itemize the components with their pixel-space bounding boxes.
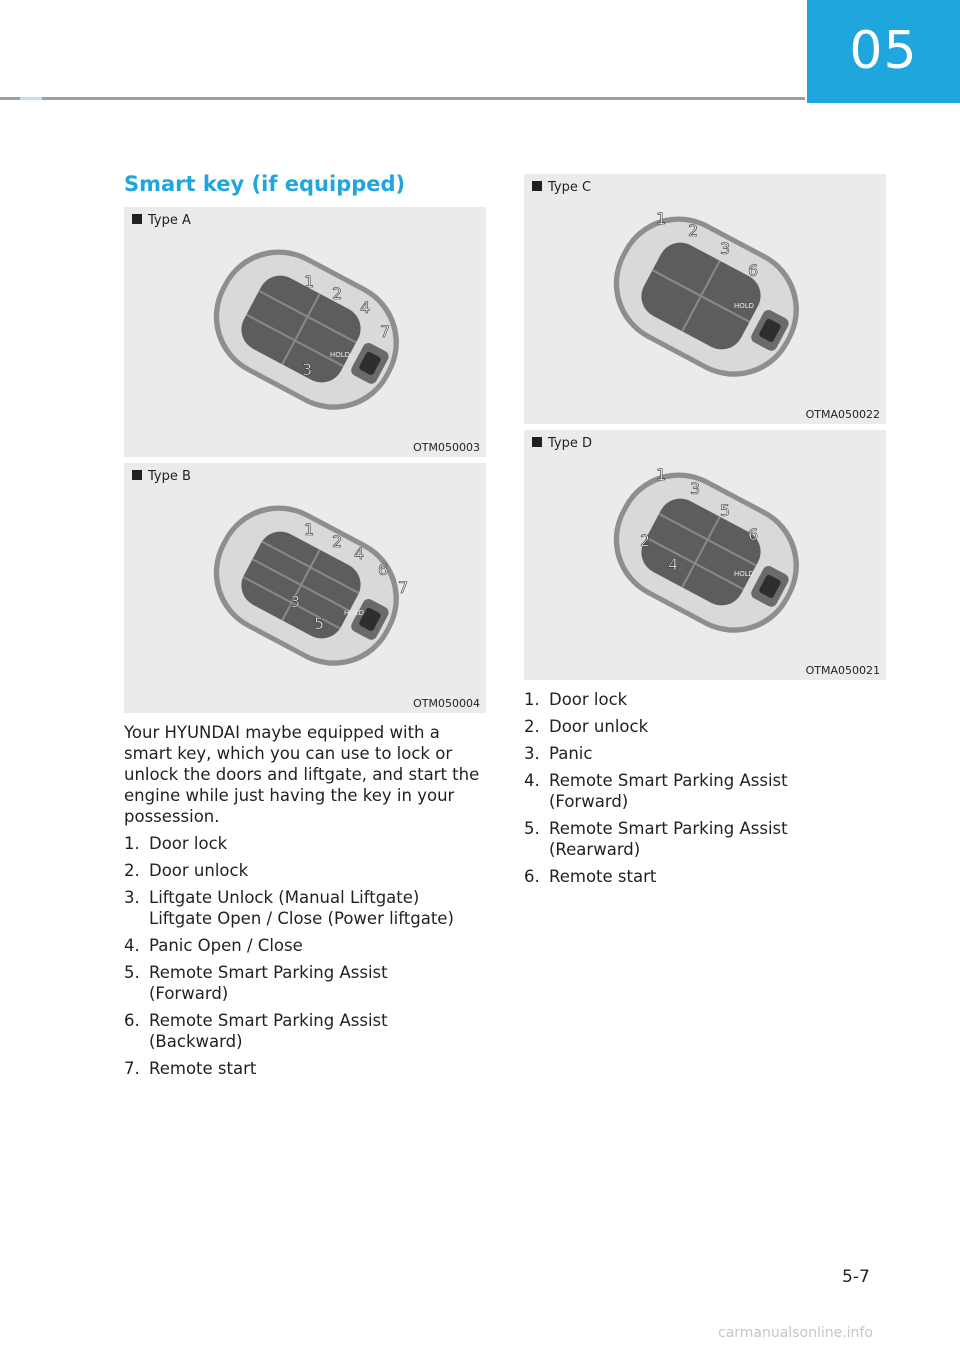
key-callout: 3 [690,479,701,498]
list-item: 3. Liftgate Unlock (Manual Liftgate) Liftgate Open / Close (Power liftgate) [124,888,454,928]
key-button-text: HOLD [734,570,755,578]
key-callout: 5 [720,501,731,520]
chapter-tab: 05 [807,0,960,103]
panel-label: Type C [532,180,591,195]
key-callout: 6 [378,560,389,579]
square-bullet-icon [532,437,542,447]
list-item: 5. Remote Smart Parking Assist (Forward) [124,963,388,1003]
key-callout: 6 [748,261,759,280]
panel-type-a [124,207,486,457]
key-button-text: HOLD [734,302,755,310]
key-callout: 1 [656,465,667,484]
image-code: OTMA050021 [805,664,880,677]
panel-label: Type D [532,436,592,451]
image-code: OTM050004 [413,697,480,710]
list-item: 3. Panic [524,744,593,763]
key-callout: 1 [304,520,315,539]
list-item: 1. Door lock [124,834,228,853]
button-list-left [124,833,494,1085]
panel-type-c [524,174,886,424]
key-callout: 2 [332,532,343,551]
intro-paragraph: Your HYUNDAI maybe equipped with a smart key, which you can use to lock or unlock the doors and liftgate, and start the engine while just having the key in your possession. [124,723,480,826]
list-item: 2. Door unlock [524,717,649,736]
page-number: 5-7 [842,1267,870,1287]
key-callout: 2 [688,221,699,240]
smart-key-type-a-image [184,229,424,439]
list-item: 4. Panic Open / Close [124,936,303,955]
key-callout: 3 [290,592,301,611]
watermark: carmanualsonline.info [718,1325,873,1341]
key-callout: 6 [748,525,759,544]
panel-type-b [124,463,486,713]
key-callout: 1 [656,209,667,228]
header-rule [0,97,805,100]
list-item: 6. Remote start [524,867,657,886]
key-button-text: HOLD [330,351,351,359]
smart-key-type-d-image [584,452,824,662]
key-callout: 3 [302,360,313,379]
button-list-right [524,689,894,893]
key-callout: 2 [332,284,343,303]
section-title: Smart key (if equipped) [124,172,406,196]
key-button-text: HOLD [344,609,365,617]
key-callout: 7 [398,578,409,597]
square-bullet-icon [532,181,542,191]
list-item: 6. Remote Smart Parking Assist (Backward) [124,1011,388,1051]
list-item: 2. Door unlock [124,861,249,880]
square-bullet-icon [132,214,142,224]
image-code: OTMA050022 [805,408,880,421]
key-callout: 5 [314,614,325,633]
key-callout: 4 [354,544,365,563]
smart-key-type-b-image [184,485,424,695]
header-rule-accent [20,97,42,100]
key-callout: 3 [720,239,731,258]
list-item: 4. Remote Smart Parking Assist (Forward) [524,771,788,811]
square-bullet-icon [132,470,142,480]
image-code: OTM050003 [413,441,480,454]
panel-label: Type A [132,213,191,228]
list-item: 5. Remote Smart Parking Assist (Rearward) [524,819,788,859]
key-callout: 4 [668,555,679,574]
panel-type-d [524,430,886,680]
key-callout: 2 [640,531,651,550]
key-callout: 1 [304,272,315,291]
list-item: 7. Remote start [124,1059,257,1078]
panel-label: Type B [132,469,191,484]
key-callout: 7 [380,322,391,341]
list-item: 1. Door lock [524,690,628,709]
smart-key-type-c-image [584,196,824,406]
key-callout: 4 [360,298,371,317]
